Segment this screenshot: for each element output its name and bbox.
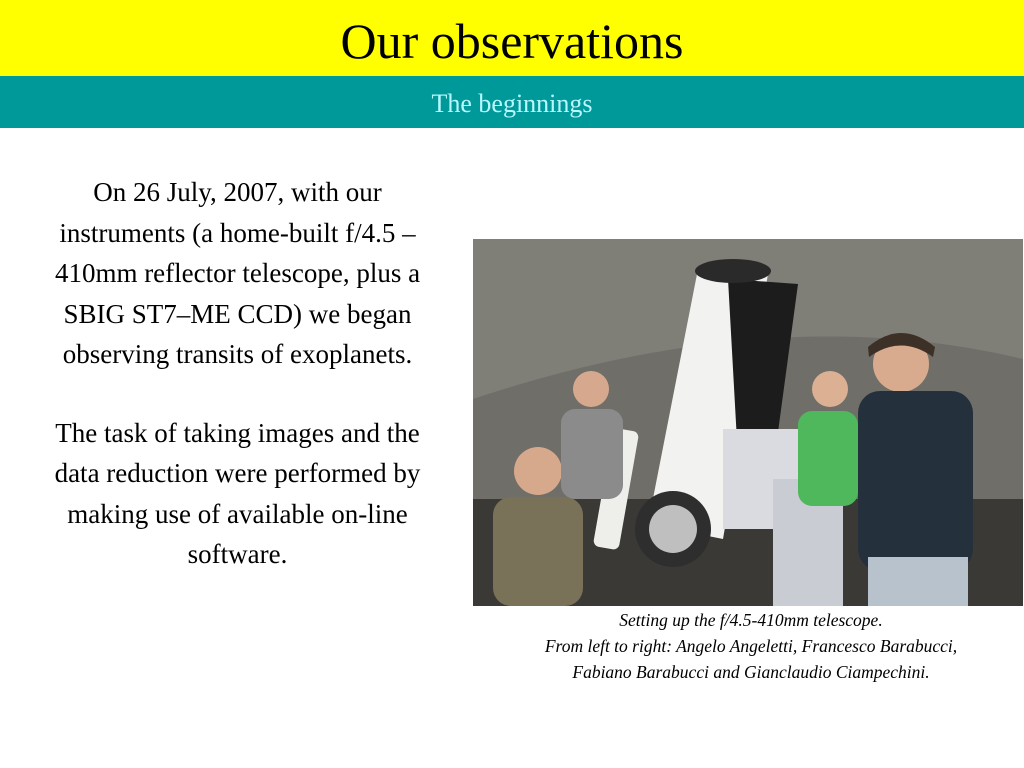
subtitle-bar [0,76,1024,128]
body-text [30,172,445,575]
photo-caption [520,607,982,685]
slide-subtitle: The beginnings [431,89,593,118]
telescope-photo-illustration [473,239,1023,606]
caption-line-1: Setting up the f/4.5-410mm telescope. [619,610,883,630]
telescope-photo [473,239,1023,606]
paragraph-software: The task of taking images and the data reduction were performed by making use of available on-line software. [54,417,421,569]
slide-title: Our observations [340,13,684,69]
caption-line-2: From left to right: Angelo Angeletti, Francesco Barabucci, Fabiano Barabucci and Gianclaudio Ciampechini. [544,636,958,682]
title-bar [0,0,1024,76]
paragraph-instruments: On 26 July, 2007, with our instruments (a home-built f/4.5 – 410mm reflector telescope, plus a SBIG ST7–ME CCD) we began observing transits of exoplanets. [54,177,421,369]
